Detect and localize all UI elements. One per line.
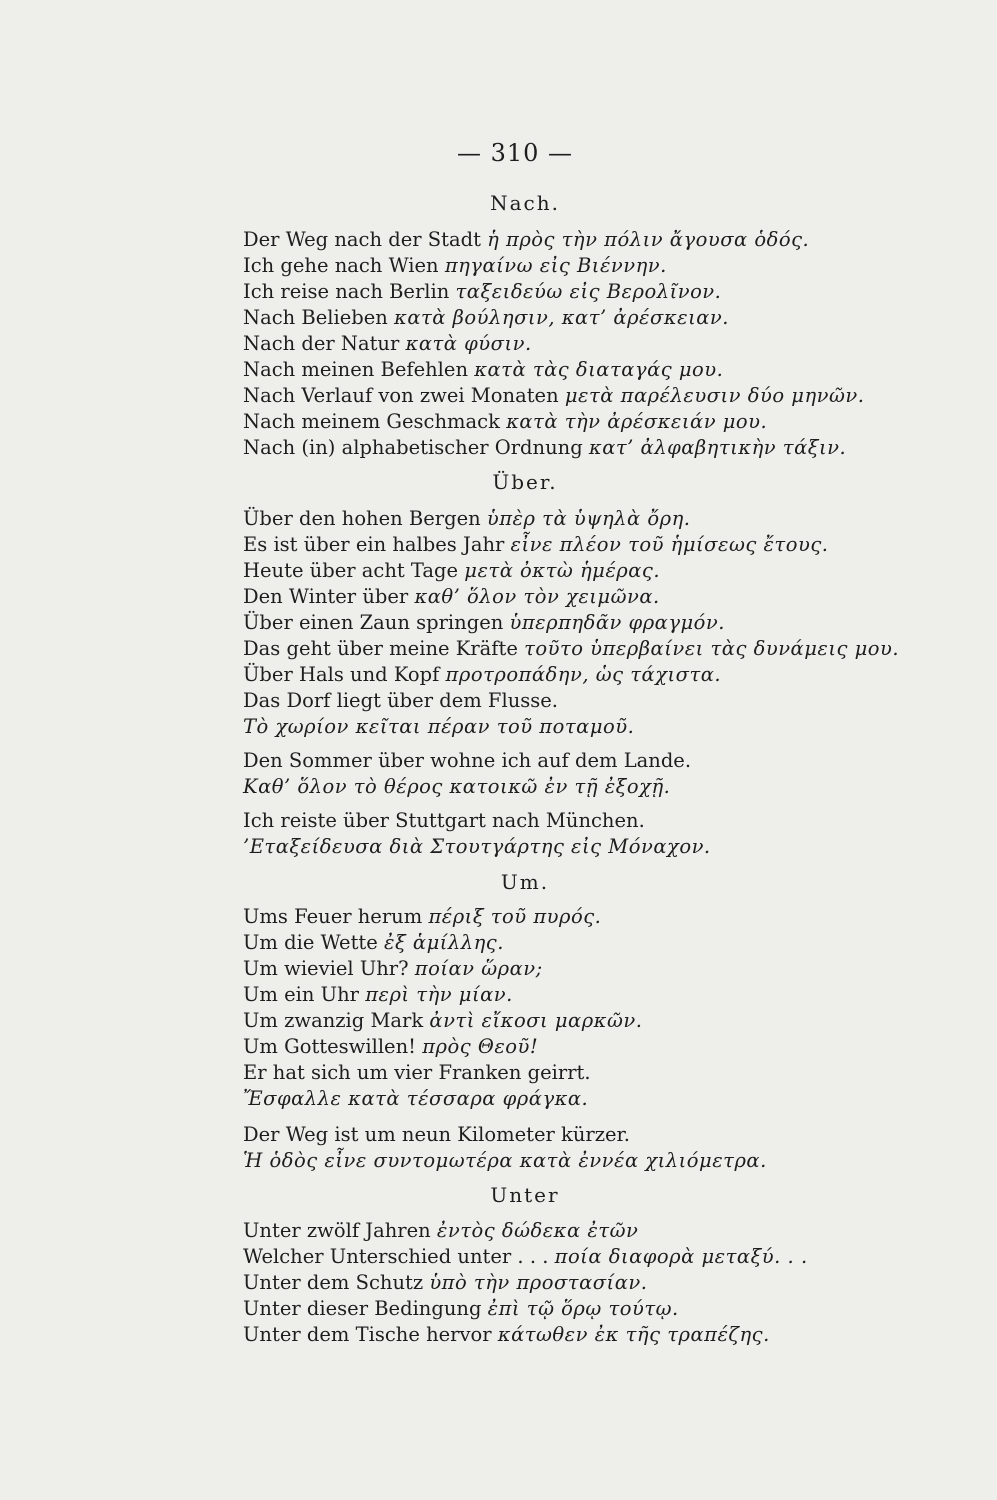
german-text: Über Hals und Kopf (243, 663, 440, 686)
section-heading-um: Um. (500, 870, 550, 894)
greek-text: Ἡ ὁδὸς εἶνε συντομωτέρα κατὰ ἐννέα χιλιόμετρα. (243, 1149, 767, 1172)
german-text: Ich gehe nach Wien (243, 254, 439, 277)
german-text: Er hat sich um vier Franken geirrt. (243, 1061, 591, 1084)
entry-line (243, 930, 504, 956)
german-text: Nach meinem Geschmack (243, 410, 500, 433)
entry-line (243, 1086, 588, 1112)
entry-line (243, 834, 711, 860)
greek-text: περὶ τὴν μίαν. (365, 983, 513, 1006)
greek-text: κατὰ τὴν ἀρέσκειάν μου. (506, 410, 768, 433)
greek-text: Τὸ χωρίον κεῖται πέραν τοῦ ποταμοῦ. (243, 715, 635, 738)
entry-line (243, 331, 532, 357)
greek-text: τοῦτο ὑπερβαίνει τὰς δυνάμεις μου. (524, 637, 900, 660)
entry-line (243, 532, 828, 558)
greek-text: κατὰ φύσιν. (405, 332, 532, 355)
entry-line (243, 357, 723, 383)
german-text: Welcher Unterschied unter . . . (243, 1245, 549, 1268)
greek-text: ὑπὲρ τὰ ὑψηλὰ ὄρη. (486, 507, 691, 530)
german-text: Unter dem Schutz (243, 1271, 424, 1294)
entry-line (243, 982, 513, 1008)
german-text: Nach Belieben (243, 306, 388, 329)
german-text: Das geht über meine Kräfte (243, 637, 518, 660)
entry-line (243, 1322, 770, 1348)
entry-line (243, 956, 543, 982)
entry-line (243, 636, 899, 662)
german-text: Der Weg ist um neun Kilometer kürzer. (243, 1123, 630, 1146)
german-text: Unter dem Tische hervor (243, 1323, 492, 1346)
greek-text: ὑπερπηδᾶν φραγμόν. (509, 611, 725, 634)
german-text: Nach meinen Befehlen (243, 358, 469, 381)
german-text: Ums Feuer herum (243, 905, 423, 928)
german-text: Nach Verlauf von zwei Monaten (243, 384, 559, 407)
greek-text: εἶνε πλέον τοῦ ἡμίσεως ἔτους. (510, 533, 829, 556)
entry-line (243, 808, 645, 834)
greek-text: ἀντὶ εἴκοσι μαρκῶν. (429, 1009, 643, 1032)
entry-line (243, 748, 691, 774)
entry-line (243, 383, 864, 409)
entry-line (243, 227, 809, 253)
greek-text: ποία διαφορὰ μεταξύ. . . (554, 1245, 808, 1268)
entry-line (243, 1008, 642, 1034)
german-text: Der Weg nach der Stadt (243, 228, 481, 251)
greek-text: κατὰ βούλησιν, κατ’ ἀρέσκειαν. (394, 306, 729, 329)
entry-line (243, 688, 558, 714)
greek-text: ἐντὸς δώδεκα ἐτῶν (436, 1219, 639, 1242)
greek-text: ὑπὸ τὴν προστασίαν. (429, 1271, 648, 1294)
entry-line (243, 1148, 767, 1174)
section-heading-unter: Unter (490, 1183, 560, 1207)
greek-text: κατὰ τὰς διαταγάς μου. (474, 358, 724, 381)
entry-line (243, 279, 721, 305)
german-text: Um wieviel Uhr? (243, 957, 409, 980)
entry-line (243, 435, 846, 461)
greek-text: μετὰ ὀκτὼ ἡμέρας. (464, 559, 661, 582)
entry-line (243, 1270, 647, 1296)
entry-line (243, 506, 690, 532)
entry-line (243, 1060, 591, 1086)
entry-line (243, 584, 660, 610)
german-text: Unter dieser Bedingung (243, 1297, 482, 1320)
greek-text: κάτωθεν ἐκ τῆς τραπέζης. (497, 1323, 770, 1346)
greek-text: πρὸς Θεοῦ! (422, 1035, 539, 1058)
german-text: Ich reiste über Stuttgart nach München. (243, 809, 645, 832)
german-text: Ich reise nach Berlin (243, 280, 450, 303)
german-text: Den Sommer über wohne ich auf dem Lande. (243, 749, 692, 772)
section-heading-nach: Nach. (490, 191, 560, 215)
entry-line (243, 1034, 538, 1060)
german-text: Nach der Natur (243, 332, 400, 355)
german-text: Um ein Uhr (243, 983, 359, 1006)
german-text: Um Gotteswillen! (243, 1035, 416, 1058)
entry-line (243, 1244, 808, 1270)
entry-line (243, 774, 670, 800)
german-text: Es ist über ein halbes Jahr (243, 533, 505, 556)
greek-text: κατ’ ἀλφαβητικὴν τάξιν. (588, 436, 847, 459)
german-text: Das Dorf liegt über dem Flusse. (243, 689, 558, 712)
greek-text: μετὰ παρέλευσιν δύο μηνῶν. (564, 384, 865, 407)
section-heading-ueber: Über. (492, 470, 558, 494)
entry-line (243, 1218, 638, 1244)
greek-text: ’Εταξείδευσα διὰ Στουτγάρτης εἰς Μόναχον. (243, 835, 711, 858)
entry-line (243, 558, 660, 584)
entry-line (243, 409, 767, 435)
greek-text: Καθ’ ὅλον τὸ θέρος κατοικῶ ἐν τῇ ἐξοχῇ. (243, 775, 671, 798)
german-text: Nach (in) alphabetischer Ordnung (243, 436, 583, 459)
german-text: Unter zwölf Jahren (243, 1219, 431, 1242)
entry-line (243, 1122, 630, 1148)
entry-line (243, 1296, 679, 1322)
german-text: Heute über acht Tage (243, 559, 459, 582)
entry-line (243, 714, 634, 740)
greek-text: προτροπάδην, ὡς τάχιστα. (445, 663, 722, 686)
german-text: Über den hohen Bergen (243, 507, 481, 530)
entry-line (243, 610, 725, 636)
german-text: Den Winter über (243, 585, 409, 608)
german-text: Über einen Zaun springen (243, 611, 504, 634)
greek-text: ταξειδεύω εἰς Βερολῖνον. (455, 280, 722, 303)
greek-text: ποίαν ὥραν; (414, 957, 543, 980)
greek-text: ἡ πρὸς τὴν πόλιν ἄγουσα ὁδός. (487, 228, 810, 251)
german-text: Um zwanzig Mark (243, 1009, 424, 1032)
greek-text: ἐξ ἁμίλλης. (384, 931, 504, 954)
greek-text: πηγαίνω εἰς Βιέννην. (444, 254, 667, 277)
entry-line (243, 305, 729, 331)
page-number: — 310 — (456, 139, 574, 167)
greek-text: Ἔσφαλλε κατὰ τέσσαρα φράγκα. (243, 1087, 589, 1110)
german-text: Um die Wette (243, 931, 378, 954)
greek-text: πέριξ τοῦ πυρός. (428, 905, 602, 928)
entry-line (243, 253, 667, 279)
greek-text: ἐπὶ τῷ ὅρῳ τούτῳ. (487, 1297, 679, 1320)
greek-text: καθ’ ὅλον τὸν χειμῶνα. (414, 585, 660, 608)
entry-line (243, 662, 721, 688)
entry-line (243, 904, 601, 930)
